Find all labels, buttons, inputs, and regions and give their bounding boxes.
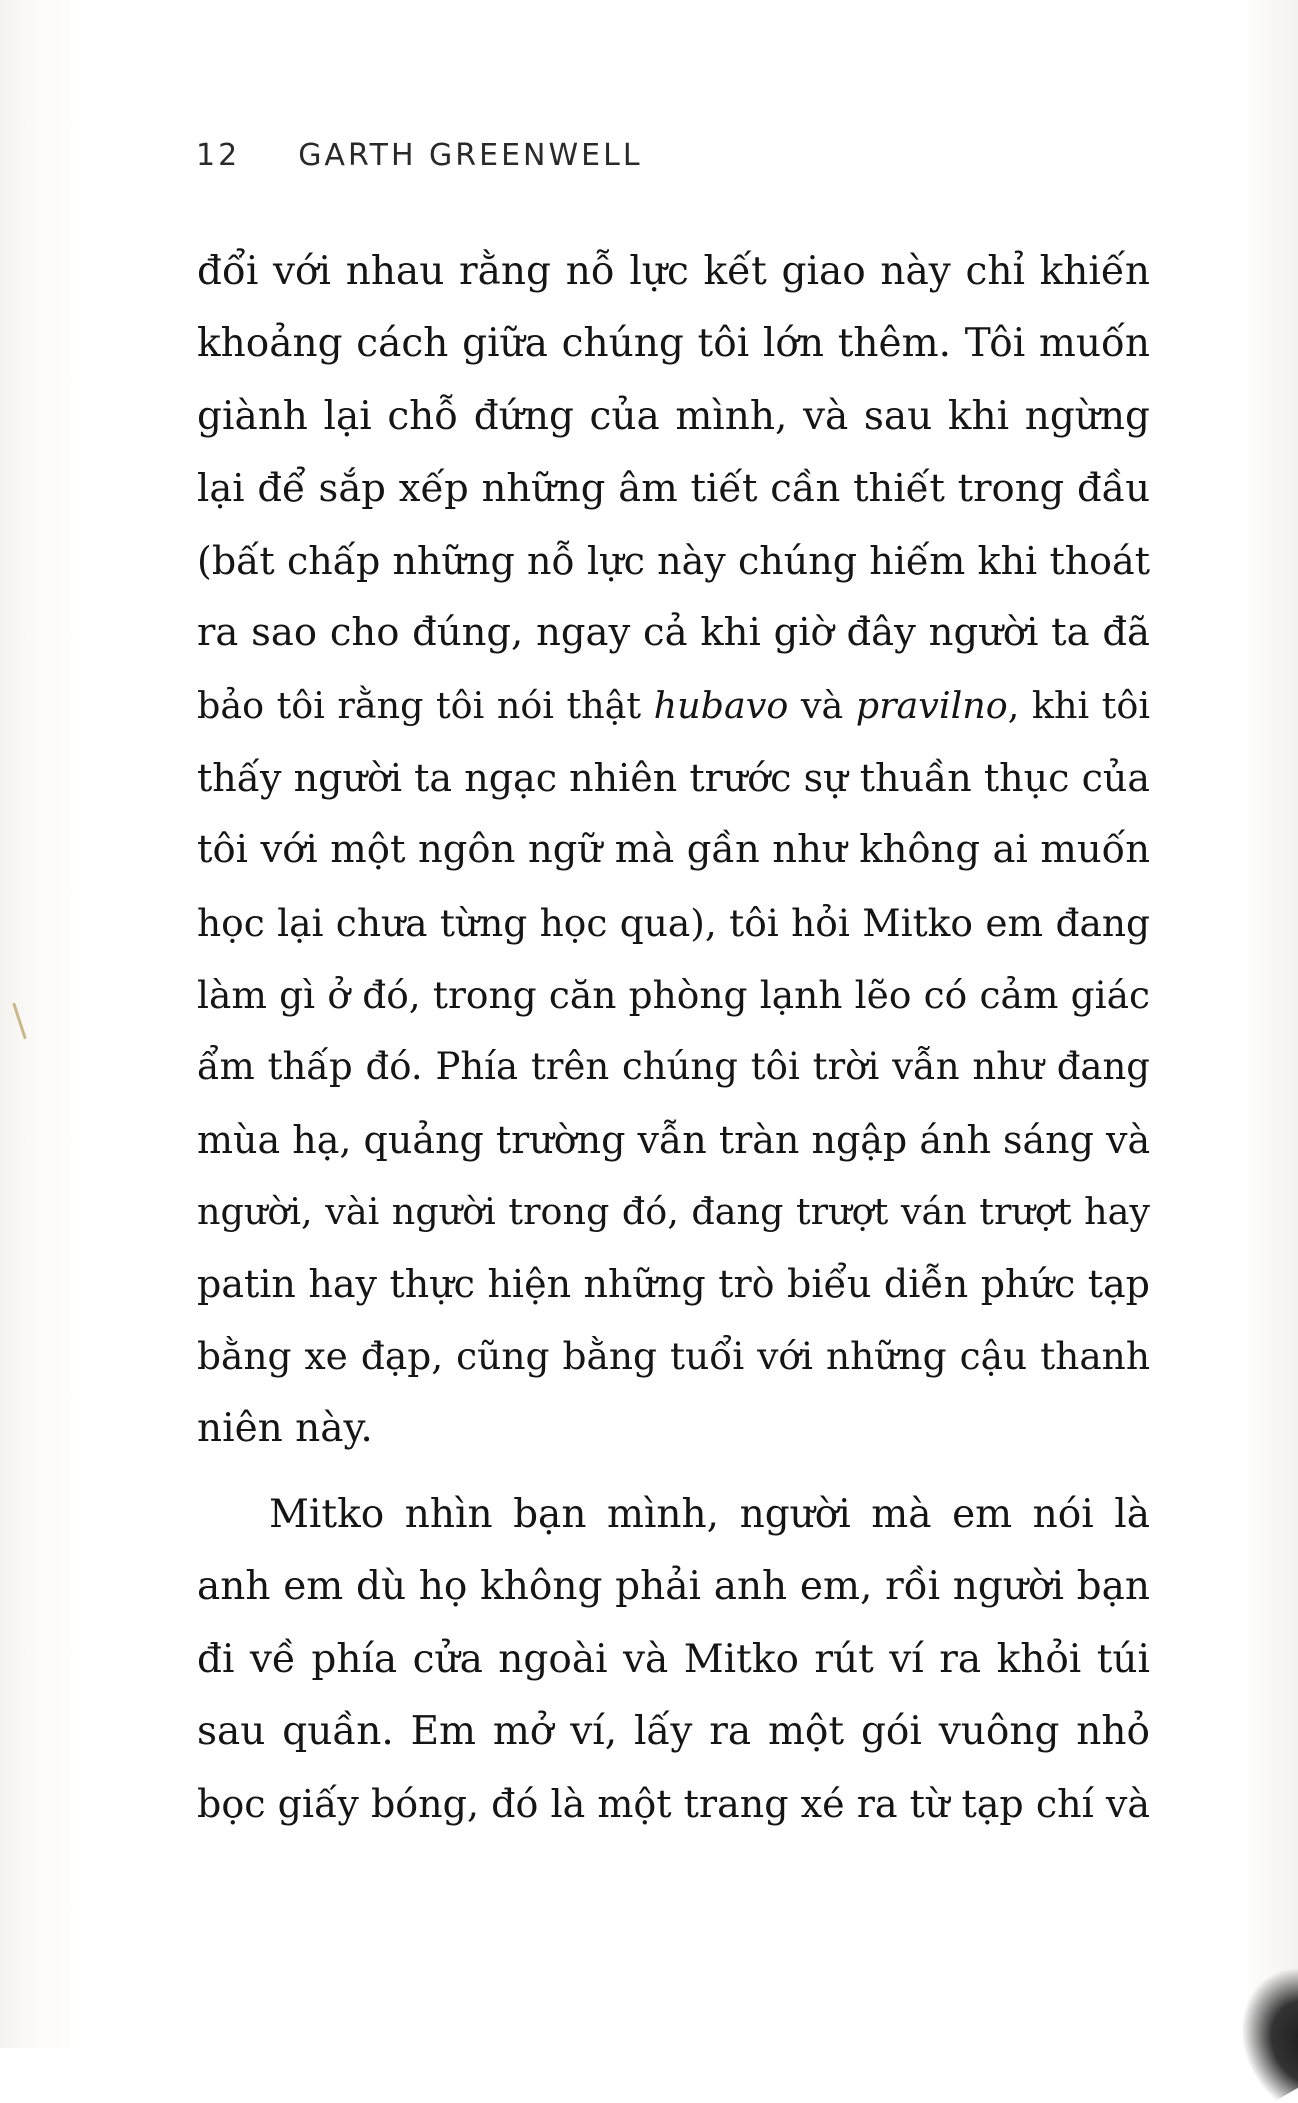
text-line-with-italics xyxy=(197,670,1150,742)
text-line: ra sao cho đúng, ngay cả khi giờ đây người ta đã xyxy=(197,610,1150,656)
corner-shadow xyxy=(1217,1963,1298,2103)
text-line: khoảng cách giữa chúng tôi lớn thêm. Tôi muốn xyxy=(197,321,1150,367)
text-line: học lại chưa từng học qua), tôi hỏi Mitko em đang xyxy=(197,900,1150,945)
text-line: ẩm thấp đó. Phía trên chúng tôi trời vẫn như đang xyxy=(197,1045,1150,1089)
paragraph-gap xyxy=(197,1465,1150,1479)
text-segment: và xyxy=(788,683,856,727)
text-segment: bảo tôi rằng tôi nói thật xyxy=(197,683,654,727)
text-segment: , khi tôi xyxy=(1007,683,1150,727)
text-line: (bất chấp những nỗ lực này chúng hiếm khi thoát xyxy=(197,539,1150,584)
text-line: đổi với nhau rằng nỗ lực kết giao này chỉ khiến xyxy=(197,249,1150,294)
text-line: mùa hạ, quảng trường vẫn tràn ngập ánh sáng và xyxy=(197,1117,1151,1162)
italic-word-hubavo: hubavo xyxy=(653,683,789,727)
text-line: patin hay thực hiện những trò biểu diễn phức tạp xyxy=(197,1262,1150,1307)
running-head-author: GARTH GREENWELL xyxy=(298,138,643,173)
text-line: anh em dù họ không phải anh em, rồi người bạn xyxy=(197,1564,1150,1610)
text-line: làm gì ở đó, trong căn phòng lạnh lẽo có cảm giác xyxy=(197,972,1150,1017)
italic-word-pravilno: pravilno xyxy=(855,683,1008,727)
text-line: thấy người ta ngạc nhiên trước sự thuần thục của xyxy=(197,756,1150,801)
text-line: tôi với một ngôn ngữ mà gần như không ai muốn xyxy=(197,827,1150,873)
text-line: bọc giấy bóng, đó là một trang xé ra từ tạp chí và xyxy=(197,1782,1150,1827)
text-line: lại để sắp xếp những âm tiết cần thiết trong đầu xyxy=(197,465,1150,511)
text-line: giành lại chỗ đứng của mình, và sau khi ngừng xyxy=(197,393,1150,439)
running-head xyxy=(196,138,643,173)
text-line: niên này. xyxy=(197,1405,373,1451)
page-number: 12 xyxy=(196,138,241,173)
text-line: người, vài người trong đó, đang trượt ván trượt hay xyxy=(197,1189,1150,1233)
body-text xyxy=(197,236,1150,1841)
text-line: đi về phía cửa ngoài và Mitko rút ví ra khỏi túi xyxy=(197,1636,1150,1682)
text-line: bằng xe đạp, cũng bằng tuổi với những cậu thanh xyxy=(197,1334,1150,1379)
text-line: sau quần. Em mở ví, lấy ra một gói vuông nhỏ xyxy=(197,1708,1150,1754)
text-line-indented: Mitko nhìn bạn mình, người mà em nói là xyxy=(269,1492,1150,1538)
page-edge-mark xyxy=(12,1002,27,1039)
